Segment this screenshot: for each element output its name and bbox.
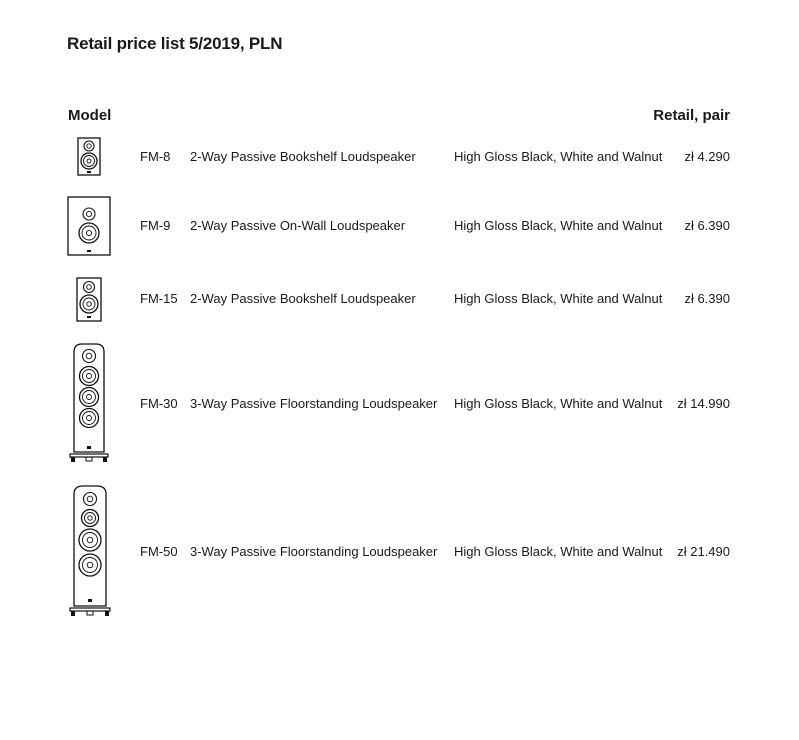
on-wall-speaker-icon (66, 196, 114, 258)
model-price: zł 4.290 (684, 149, 730, 164)
table-row (0, 544, 799, 559)
model-description: 2-Way Passive On-Wall Loudspeaker (190, 218, 406, 233)
table-row (0, 396, 799, 411)
model-description: 2-Way Passive Bookshelf Loudspeaker (190, 149, 416, 164)
model-description: 3-Way Passive Floorstanding Loudspeaker (190, 544, 438, 559)
model-finish: High Gloss Black, White and Walnut (454, 218, 663, 233)
table-row (0, 291, 799, 306)
model-finish: High Gloss Black, White and Walnut (454, 149, 663, 164)
model-name: FM-15 (140, 291, 178, 306)
model-description: 3-Way Passive Floorstanding Loudspeaker (190, 396, 438, 411)
model-price: zł 21.490 (677, 544, 730, 559)
model-finish: High Gloss Black, White and Walnut (454, 396, 663, 411)
column-header-retail: Retail, pair (653, 107, 730, 124)
floorstanding-speaker-icon (66, 342, 112, 466)
model-name: FM-50 (140, 544, 178, 559)
bookshelf-speaker-icon (66, 137, 104, 177)
bookshelf-speaker-icon (66, 277, 104, 323)
table-row (0, 218, 799, 233)
model-finish: High Gloss Black, White and Walnut (454, 291, 663, 306)
model-name: FM-8 (140, 149, 171, 164)
table-row (0, 149, 799, 164)
floorstanding-speaker-icon (66, 484, 114, 620)
model-finish: High Gloss Black, White and Walnut (454, 544, 663, 559)
model-price: zł 14.990 (677, 396, 730, 411)
model-name: FM-30 (140, 396, 178, 411)
page-title: Retail price list 5/2019, PLN (67, 34, 283, 53)
model-name: FM-9 (140, 218, 171, 233)
model-price: zł 6.390 (684, 291, 730, 306)
model-price: zł 6.390 (684, 218, 730, 233)
column-header-model: Model (68, 107, 112, 124)
model-description: 2-Way Passive Bookshelf Loudspeaker (190, 291, 416, 306)
